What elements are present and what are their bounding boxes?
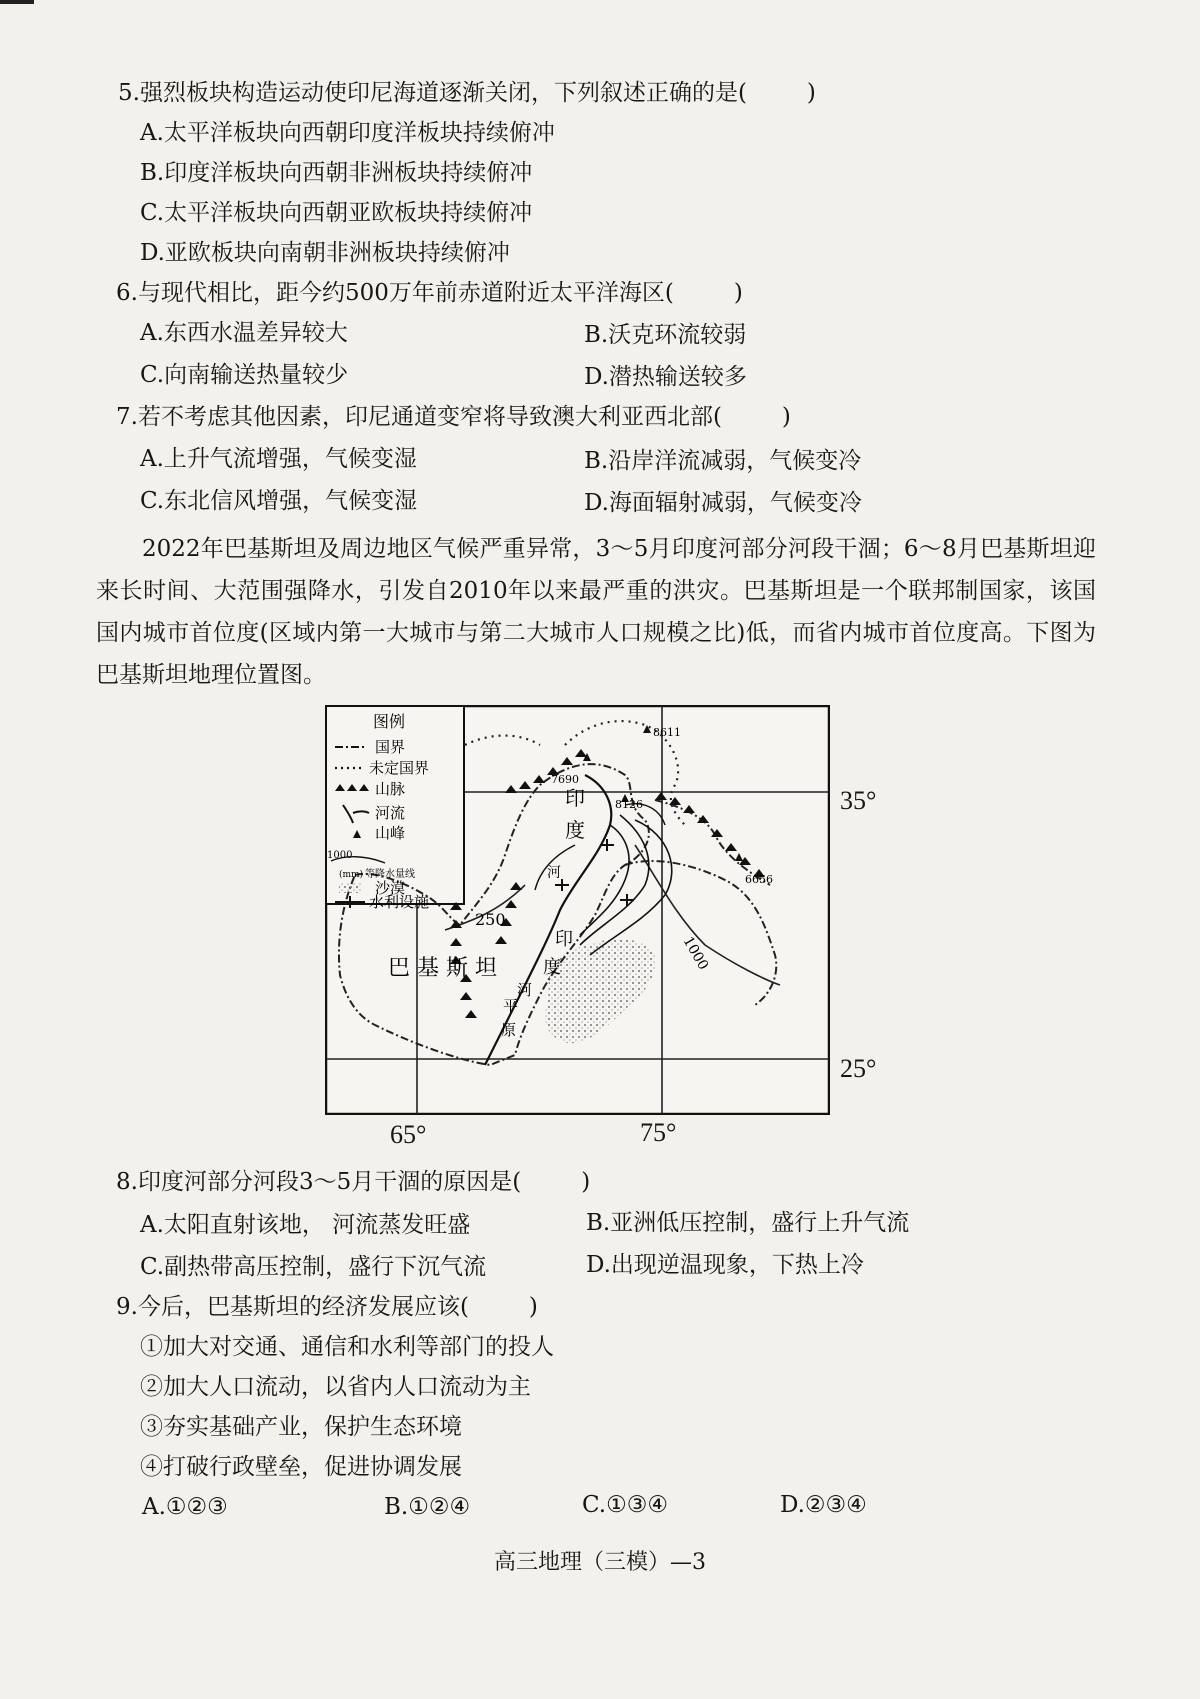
page-footer: 高三地理（三模）—3: [494, 1550, 706, 1575]
question-6-stem: [116, 278, 743, 308]
q8-option-c[interactable]: C.副热带高压控制，盛行下沉气流: [140, 1254, 487, 1280]
legend-title: 图例: [373, 712, 406, 731]
q8-paren: ): [581, 1169, 591, 1195]
q8-option-b[interactable]: B.亚洲低压控制，盛行上升气流: [586, 1210, 910, 1236]
q6-option-d[interactable]: D.潜热输送较多: [584, 364, 747, 390]
label-indus-plain-1: 印: [555, 929, 573, 950]
q7-option-c[interactable]: C.东北信风增强，气候变湿: [140, 488, 418, 514]
question-8-stem: [116, 1167, 590, 1197]
q5-stem-text: 5.强烈板块构造运动使印尼海道逐渐关闭，下列叙述正确的是(: [118, 80, 747, 106]
q8-option-a[interactable]: A.太阳直射该地， 河流蒸发旺盛: [140, 1212, 471, 1238]
q9-statement-4: ④打破行政壁垒，促进协调发展: [140, 1454, 462, 1480]
peak-6656: 6656: [745, 873, 773, 886]
question-9-stem: [116, 1292, 538, 1322]
scan-corner-mark: [0, 0, 34, 4]
peak-7690: 7690: [551, 773, 579, 786]
legend-desert: 沙漠: [375, 879, 406, 897]
peak-8611: 8611: [653, 726, 681, 739]
legend-mountain: 山脉: [375, 780, 406, 798]
pakistan-location-map: [325, 705, 830, 1115]
question-5-stem: [118, 78, 816, 108]
q5-option-d[interactable]: D.亚欧板块向南朝非洲板块持续俯冲: [140, 240, 510, 266]
label-indus-plain-3: 河: [517, 981, 533, 999]
q9-statement-2: ②加大人口流动，以省内人口流动为主: [140, 1374, 531, 1400]
lon-65-label: 65°: [390, 1120, 427, 1149]
peak-8126: 8126: [615, 798, 643, 811]
q6-option-b[interactable]: B.沃克环流较弱: [584, 322, 747, 348]
material-passage: 2022年巴基斯坦及周边地区气候严重异常，3～5月印度河部分河段干涸；6～8月巴基斯坦迎来长时间、大范围强降水，引发自2010年以来最严重的洪灾。巴基斯坦是一个联邦制国家，该国国内城市首位度(区域内第一大城市与第二大城市人口规模之比)低，而省内城市首位度高。下图为巴基斯坦地理位置图。: [96, 536, 1096, 688]
q6-stem-text: 6.与现代相比，距今约500万年前赤道附近太平洋海区(: [116, 280, 674, 306]
q5-option-a[interactable]: A.太平洋板块向西朝印度洋板块持续俯冲: [140, 120, 555, 146]
q8-stem-text: 8.印度河部分河段3～5月干涸的原因是(: [116, 1169, 522, 1195]
label-indus-plain-2: 度: [543, 957, 561, 978]
question-7-stem: [116, 402, 791, 432]
q9-option-c[interactable]: C.①③④: [582, 1492, 668, 1518]
q9-option-d[interactable]: D.②③④: [780, 1492, 867, 1518]
q5-option-c[interactable]: C.太平洋板块向西朝亚欧板块持续俯冲: [140, 200, 533, 226]
legend-undetermined: 未定国界: [369, 759, 430, 777]
q8-option-d[interactable]: D.出现逆温现象，下热上冷: [586, 1252, 864, 1278]
q7-option-d[interactable]: D.海面辐射减弱，气候变冷: [584, 490, 862, 516]
q7-option-b[interactable]: B.沿岸洋流减弱，气候变冷: [584, 448, 862, 474]
q5-option-b[interactable]: B.印度洋板块向西朝非洲板块持续俯冲: [140, 160, 533, 186]
label-indus-1: 印: [565, 786, 585, 810]
label-indus-2: 度: [565, 818, 585, 842]
q6-paren: ): [733, 280, 743, 306]
legend-isohyet-value: 1000: [327, 850, 353, 861]
lon-75-label: 75°: [640, 1118, 677, 1147]
legend-peak: 山峰: [375, 824, 406, 842]
legend-isohyet-unit: (mm): [339, 870, 364, 880]
q9-paren: ): [528, 1294, 538, 1320]
q9-option-a[interactable]: A.①②③: [142, 1494, 228, 1520]
q7-stem-text: 7.若不考虑其他因素，印尼通道变窄将导致澳大利亚西北部(: [116, 404, 722, 430]
q7-option-a[interactable]: A.上升气流增强，气候变湿: [140, 446, 417, 472]
q5-paren: ): [806, 80, 816, 106]
legend-river: 河流: [375, 804, 406, 822]
legend-water: 水利设施: [369, 893, 430, 911]
legend-border: 国界: [375, 738, 406, 756]
q9-statement-1: ①加大对交通、通信和水利等部门的投人: [140, 1334, 554, 1360]
q6-option-a[interactable]: A.东西水温差异较大: [140, 320, 348, 346]
label-indus-3: 河: [547, 865, 561, 881]
isohyet-label-1000: 1000: [679, 934, 712, 973]
lat-25-label: 25°: [840, 1054, 877, 1083]
label-plain-1: 平: [503, 997, 519, 1015]
q9-statement-3: ③夯实基础产业，保护生态环境: [140, 1414, 462, 1440]
q7-paren: ): [781, 404, 791, 430]
label-plain-2: 原: [501, 1021, 517, 1039]
isohyet-label-250: 250: [475, 910, 506, 929]
q6-option-c[interactable]: C.向南输送热量较少: [140, 362, 349, 388]
q9-option-b[interactable]: B.①②④: [384, 1494, 471, 1520]
label-pakistan: 巴 基 斯 坦: [388, 956, 497, 981]
legend-isohyet: 等降水量线: [365, 869, 415, 880]
q9-stem-text: 9.今后，巴基斯坦的经济发展应该(: [116, 1294, 469, 1320]
lat-35-label: 35°: [840, 786, 877, 815]
